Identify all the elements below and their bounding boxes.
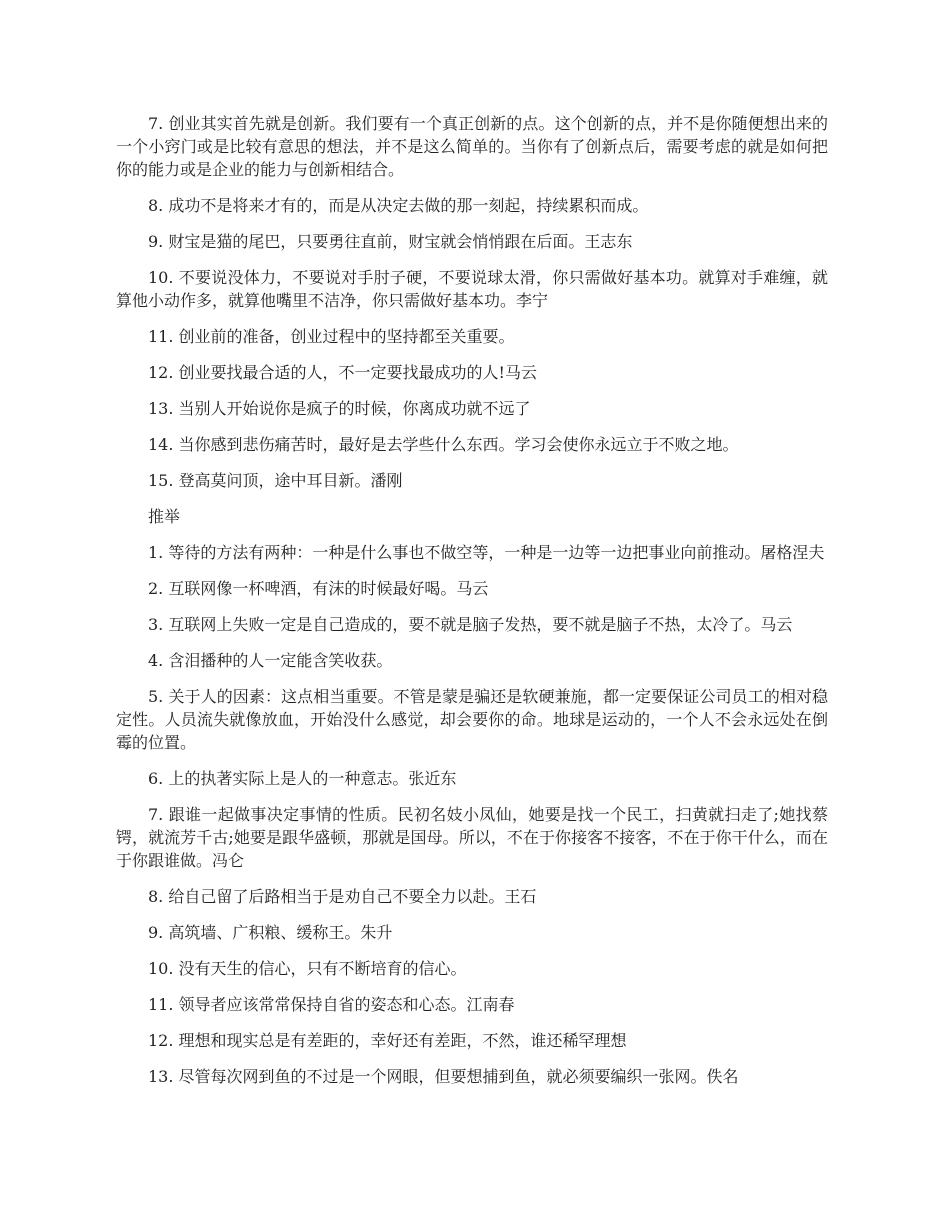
paragraph-quote-8b: 8. 给自己留了后路相当于是劝自己不要全力以赴。王石	[148, 887, 537, 906]
paragraph-quote-15a: 15. 登高莫问顶，途中耳目新。潘刚	[148, 471, 403, 490]
paragraph-quote-10a: 10. 不要说没体力，不要说对手肘子硬，不要说球太滑，你只需做好基本功。就算对手难缠，就算他小动作多，就算他嘴里不洁净，你只需做好基本功。李宁	[116, 268, 828, 310]
paragraph-quote-8a: 8. 成功不是将来才有的，而是从决定去做的那一刻起，持续累积而成。	[148, 196, 649, 215]
paragraph-quote-4b: 4. 含泪播种的人一定能含笑收获。	[148, 651, 393, 670]
paragraph-quote-2b: 2. 互联网像一杯啤酒，有沫的时候最好喝。马云	[148, 579, 489, 598]
document-body	[116, 112, 828, 1101]
paragraph-quote-13a: 13. 当别人开始说你是疯子的时候，你离成功就不远了	[148, 399, 531, 418]
paragraph-quote-13b: 13. 尽管每次网到鱼的不过是一个网眼，但要想捕到鱼，就必须要编织一张网。佚名	[148, 1067, 739, 1086]
paragraph-quote-1b: 1. 等待的方法有两种：一种是什么事也不做空等，一种是一边等一边把事业向前推动。屠格涅夫	[148, 543, 825, 562]
paragraph-quote-7a: 7. 创业其实首先就是创新。我们要有一个真正创新的点。这个创新的点，并不是你随便想出来的一个小窍门或是比较有意思的想法，并不是这么简单的。当你有了创新点后，需要考虑的就是如何把你的能力或是企业的能力与创新相结合。	[116, 114, 828, 179]
paragraph-quote-5b: 5. 关于人的因素：这点相当重要。不管是蒙是骗还是软硬兼施，都一定要保证公司员工的相对稳定性。人员流失就像放血，开始没什么感觉，却会要你的命。地球是运动的，一个人不会永远处在倒霉的位置。	[116, 687, 828, 752]
paragraph-quote-3b: 3. 互联网上失败一定是自己造成的，要不就是脑子发热，要不就是脑子不热，太冷了。马云	[148, 615, 793, 634]
section-heading: 推举	[148, 507, 181, 526]
paragraph-quote-9a: 9. 财宝是猫的尾巴，只要勇往直前，财宝就会悄悄跟在后面。王志东	[148, 232, 633, 251]
paragraph-quote-10b: 10. 没有天生的信心，只有不断培育的信心。	[148, 959, 467, 978]
paragraph-quote-12b: 12. 理想和现实总是有差距的，幸好还有差距，不然，谁还稀罕理想	[148, 1031, 627, 1050]
paragraph-quote-7b: 7. 跟谁一起做事决定事情的性质。民初名妓小凤仙，她要是找一个民工，扫黄就扫走了;她找蔡锷，就流芳千古;她要是跟华盛顿，那就是国母。所以，不在于你接客不接客，不在于你干什么，而在于你跟谁做。冯仑	[116, 805, 828, 870]
paragraph-quote-11a: 11. 创业前的准备，创业过程中的坚持都至关重要。	[148, 327, 515, 346]
paragraph-quote-14a: 14. 当你感到悲伤痛苦时，最好是去学些什么东西。学习会使你永远立于不败之地。	[148, 435, 739, 454]
paragraph-quote-11b: 11. 领导者应该常常保持自省的姿态和心态。江南春	[148, 995, 515, 1014]
paragraph-quote-6b: 6. 上的执著实际上是人的一种意志。张近东	[148, 769, 457, 788]
paragraph-quote-9b: 9. 高筑墙、广积粮、缓称王。朱升	[148, 923, 393, 942]
paragraph-quote-12a: 12. 创业要找最合适的人，不一定要找最成功的人!马云	[148, 363, 537, 382]
